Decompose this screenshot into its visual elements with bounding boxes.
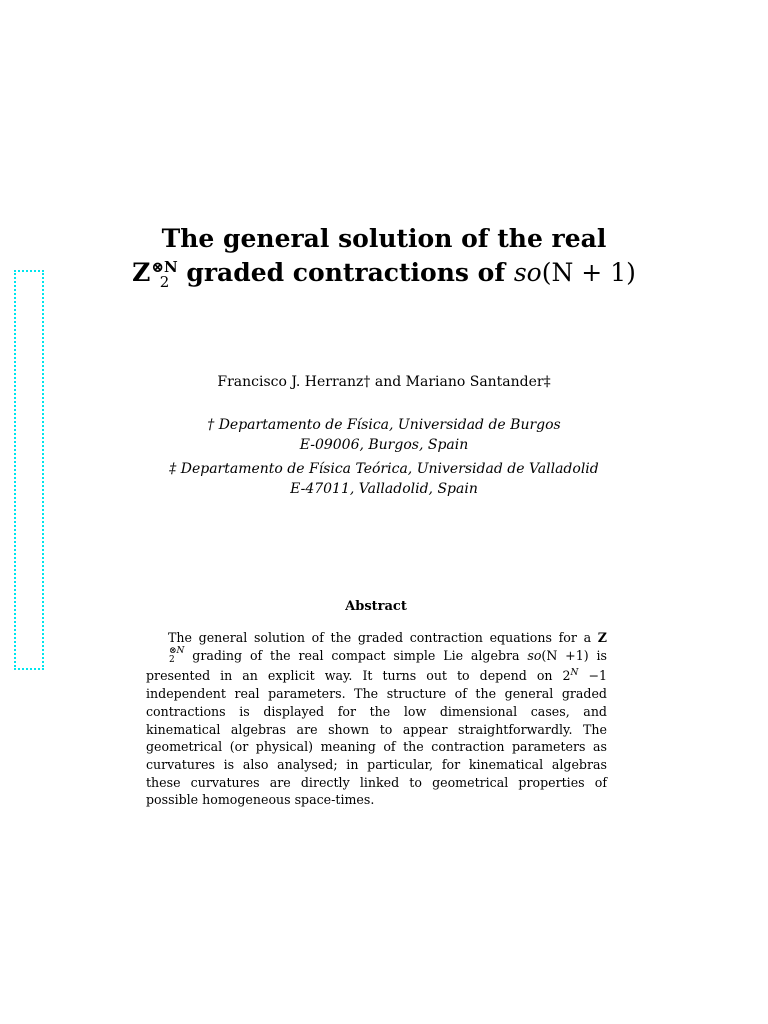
affiliation-2 (0, 459, 768, 499)
affiliation-1 (0, 415, 768, 455)
abstract-math-rest: (N +1) (541, 647, 589, 663)
title-math-rest: (N + 1) (541, 258, 636, 287)
affiliation-2-line-1: ‡ Departamento de Física Teórica, Universidad de Valladolid (169, 461, 599, 477)
title-line-1: The general solution of the real (161, 224, 607, 253)
abstract-subscript: 2 (169, 655, 175, 666)
title-supsub (151, 257, 178, 291)
title-superscript: ⊗N (151, 257, 178, 276)
abstract-symbol: Z (597, 630, 607, 645)
abstract-body (146, 629, 607, 809)
abstract-paragraph (146, 629, 607, 809)
abstract-supsub (147, 647, 184, 665)
affiliation-2-line-2: E-47011, Valladolid, Spain (290, 481, 478, 497)
abstract-part-4: −1 independent real parameters. The structure of the general graded contractions is displayed for the low dimensional cases, and kinematical algebras are shown to appear straightforwardly. The geometrical (or physical) meaning of the contraction parameters as curvatures is also analysed; in particular, for kinematical algebras these curvatures are directly linked to geometrical properties of possible homogeneous space-times. (146, 668, 607, 808)
abstract-math-so: so (527, 647, 542, 663)
affiliation-1-line-1: † Departamento de Física, Universidad de Burgos (207, 417, 561, 433)
abstract-superscript: ⊗N (169, 646, 185, 657)
abstract-part-3: is presented in an explicit way. It turns out to depend on 2 (146, 647, 607, 684)
paper-title (0, 222, 768, 290)
title-symbol: Z (132, 258, 151, 287)
title-line-2 (0, 256, 768, 290)
abstract-exponent: N (570, 668, 579, 679)
affiliation-1-line-2: E-09006, Burgos, Spain (299, 437, 469, 453)
abstract-part-1: The general solution of the graded contraction equations for a (168, 630, 598, 645)
title-text: graded contractions of (177, 258, 514, 287)
abstract-part-2: grading of the real compact simple Lie algebra (184, 647, 528, 663)
title-math-so: so (513, 258, 542, 287)
abstract-heading: Abstract (345, 599, 407, 614)
authors: Francisco J. Herranz† and Mariano Santander‡ (217, 374, 551, 390)
title-subscript: 2 (159, 272, 170, 291)
